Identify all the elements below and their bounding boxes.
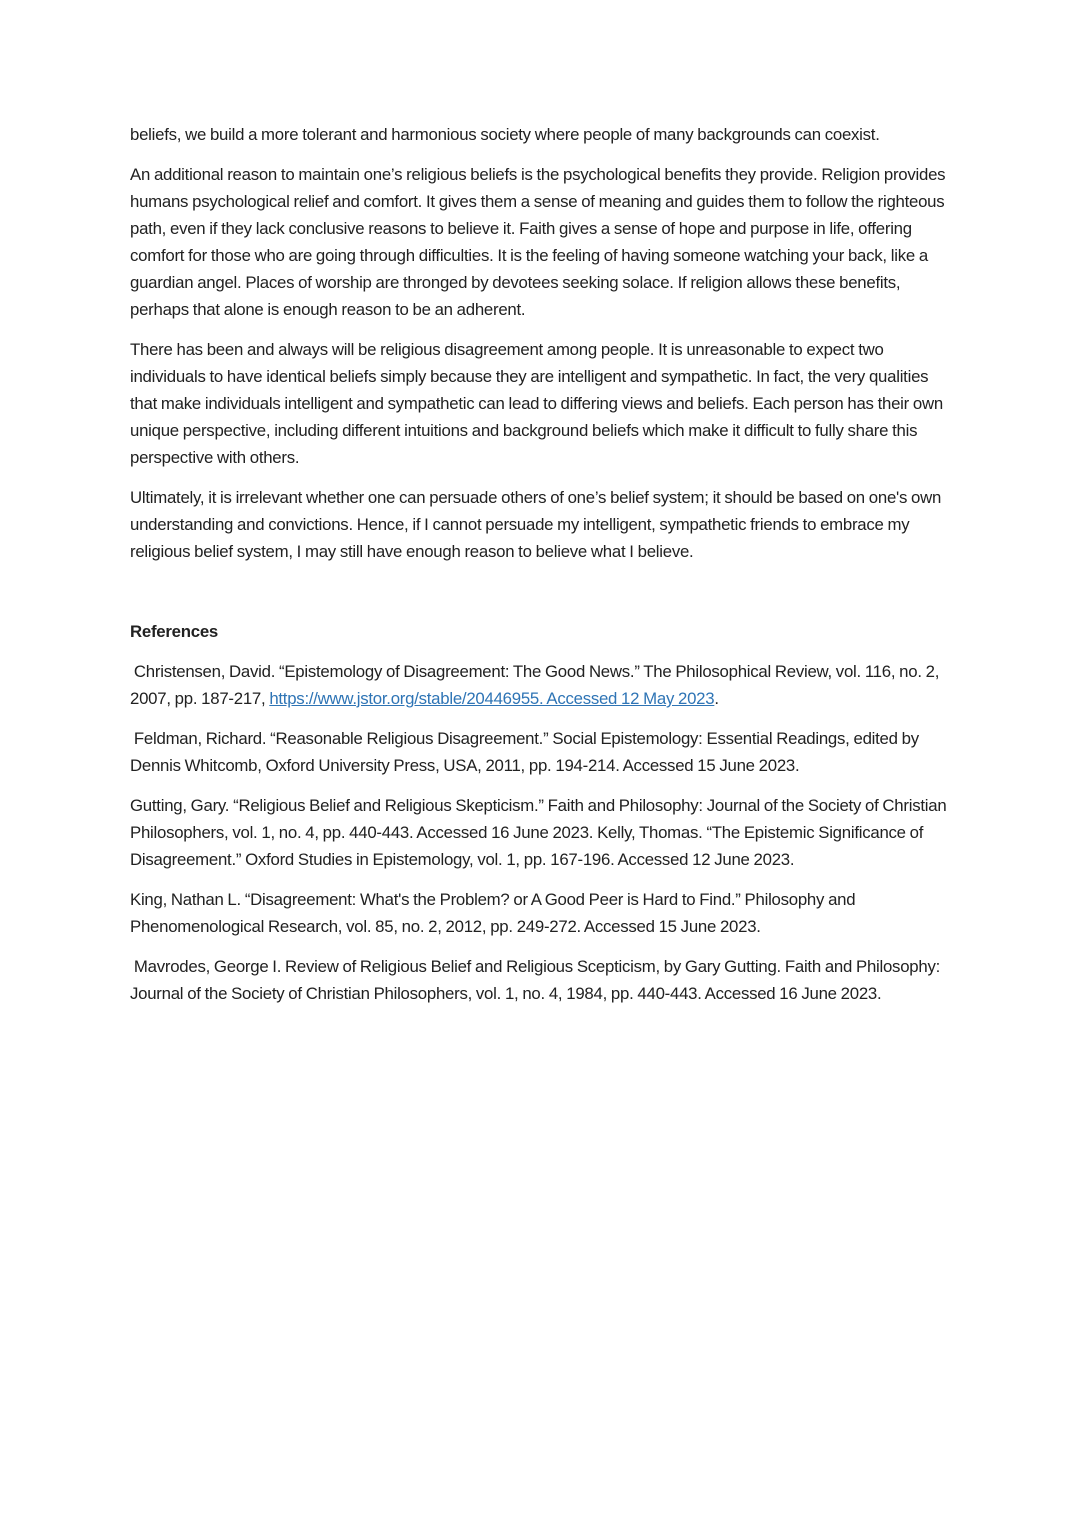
references-heading: References	[130, 622, 218, 641]
paragraph-ultimately: Ultimately, it is irrelevant whether one can persuade others of one’s belief system; it should be based on one's own understanding and convictions. Hence, if I cannot persuade my intelligent, sympathetic friends to embrace my religious belief system, I may still have enough reason to believe what I believe.	[130, 488, 945, 561]
document-content	[130, 121, 954, 1020]
reference-entry-king: King, Nathan L. “Disagreement: What's the Problem? or A Good Peer is Hard to Find.” Philosophy and Phenomenological Research, vol. 85, no. 2, 2012, pp. 249-272. Accessed 15 June 2023.	[130, 890, 860, 936]
reference-entry-mavrodes: Mavrodes, George I. Review of Religious Belief and Religious Scepticism, by Gary Gutting. Faith and Philosophy: Journal of the Society of Christian Philosophers, vol. 1, no. 4, 1984, pp. 440-443. Accessed 16 June 2023.	[130, 957, 944, 1003]
paragraph-religious-disagreement: There has been and always will be religious disagreement among people. It is unreasonable to expect two individuals to have identical beliefs simply because they are intelligent and sympathetic. In fact, the very qualities that make individuals intelligent and sympathetic can lead to differing views and beliefs. Each person has their own unique perspective, including different intuitions and background beliefs which make it difficult to fully share this perspective with others.	[130, 340, 947, 467]
reference-entry-gutting-kelly: Gutting, Gary. “Religious Belief and Religious Skepticism.” Faith and Philosophy: Journal of the Society of Christian Philosophers, vol. 1, no. 4, pp. 440-443. Accessed 16 June 2023. Kelly, Thomas. “The Epistemic Significance of Disagreement.” Oxford Studies in Epistemology, vol. 1, pp. 167-196. Accessed 12 June 2023.	[130, 796, 951, 869]
jstor-hyperlink[interactable]: https://www.jstor.org/stable/20446955. Accessed 12 May 2023	[269, 689, 715, 708]
paragraph-coexist: beliefs, we build a more tolerant and harmonious society where people of many backgrounds can coexist.	[130, 125, 880, 144]
reference-text: Christensen, David. “Epistemology of Disagreement: The Good News.” The Philosophical Review, vol. 116, no. 2, 2007, pp. 187-217,	[130, 662, 944, 708]
paragraph-psychological-benefits: An additional reason to maintain one’s religious beliefs is the psychological benefits they provide. Religion provides humans psychological relief and comfort. It gives them a sense of meaning and guides them to follow the righteous path, even if they lack conclusive reasons to believe it. Faith gives a sense of hope and purpose in life, offering comfort for those who are going through difficulties. It is the feeling of having someone watching your back, like a guardian angel. Places of worship are thronged by devotees seeking solace. If religion allows these benefits, perhaps that alone is enough reason to be an adherent.	[130, 165, 950, 319]
reference-entry-feldman: Feldman, Richard. “Reasonable Religious Disagreement.” Social Epistemology: Essential Readings, edited by Dennis Whitcomb, Oxford University Press, USA, 2011, pp. 194-214. Accessed 15 June 2023.	[130, 729, 923, 775]
reference-entry-christensen	[130, 658, 954, 712]
reference-text: .	[714, 689, 719, 708]
